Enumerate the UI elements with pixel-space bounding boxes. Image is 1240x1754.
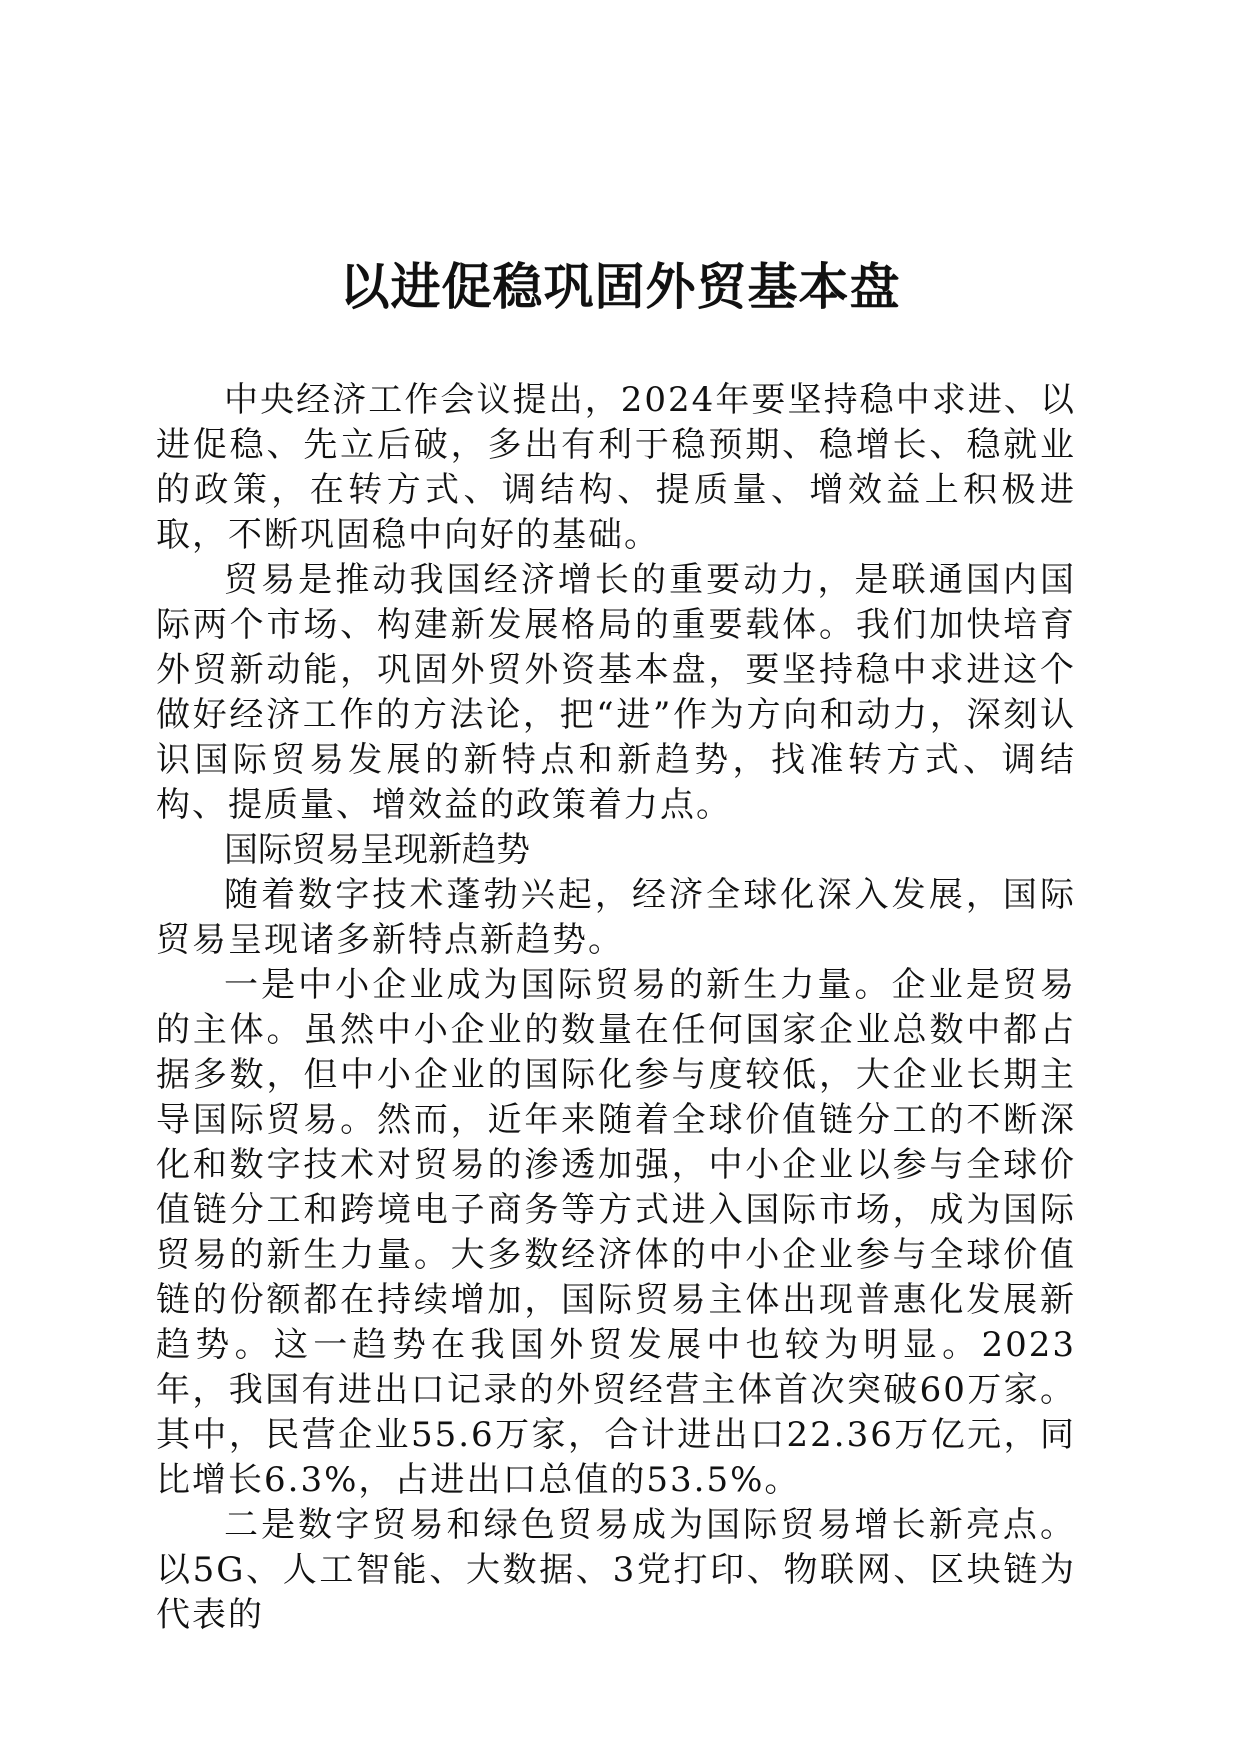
paragraph-point-one: 一是中小企业成为国际贸易的新生力量。企业是贸易的主体。虽然中小企业的数量在任何国家企业总数中都占据多数，但中小企业的国际化参与度较低，大企业长期主导国际贸易。然而，近年来随着全球价值链分工的不断深化和数字技术对贸易的渗透加强，中小企业以参与全球价值链分工和跨境电子商务等方式进入国际市场，成为国际贸易的新生力量。大多数经济体的中小企业参与全球价值链的份额都在持续增加，国际贸易主体出现普惠化发展新趋势。这一趋势在我国外贸发展中也较为明显。2023年，我国有进出口记录的外贸经营主体首次突破60万家。其中，民营企业55.6万家，合计进出口22.36万亿元，同比增长6.3%，占进出口总值的53.5%。 [156, 965, 1076, 1500]
section-heading: 国际贸易呈现新趋势 [224, 830, 530, 870]
paragraph-intro: 中央经济工作会议提出，2024年要坚持稳中求进、以进促稳、先立后破，多出有利于稳预期、稳增长、稳就业的政策，在转方式、调结构、提质量、增效益上积极进取，不断巩固稳中向好的基础。 [156, 380, 1076, 555]
article-title: 以进促稳巩固外贸基本盘 [339, 257, 901, 316]
article-body [156, 378, 1076, 1638]
paragraph-trade-importance: 贸易是推动我国经济增长的重要动力，是联通国内国际两个市场、构建新发展格局的重要载体。我们加快培育外贸新动能，巩固外贸外资基本盘，要坚持稳中求进这个做好经济工作的方法论，把“进”作为方向和动力，深刻认识国际贸易发展的新特点和新趋势，找准转方式、调结构、提质量、增效益的政策着力点。 [156, 560, 1076, 825]
paragraph-trend-intro: 随着数字技术蓬勃兴起，经济全球化深入发展，国际贸易呈现诸多新特点新趋势。 [156, 875, 1076, 960]
paragraph-point-two: 二是数字贸易和绿色贸易成为国际贸易增长新亮点。以5G、人工智能、大数据、3党打印、物联网、区块链为代表的 [156, 1505, 1076, 1635]
